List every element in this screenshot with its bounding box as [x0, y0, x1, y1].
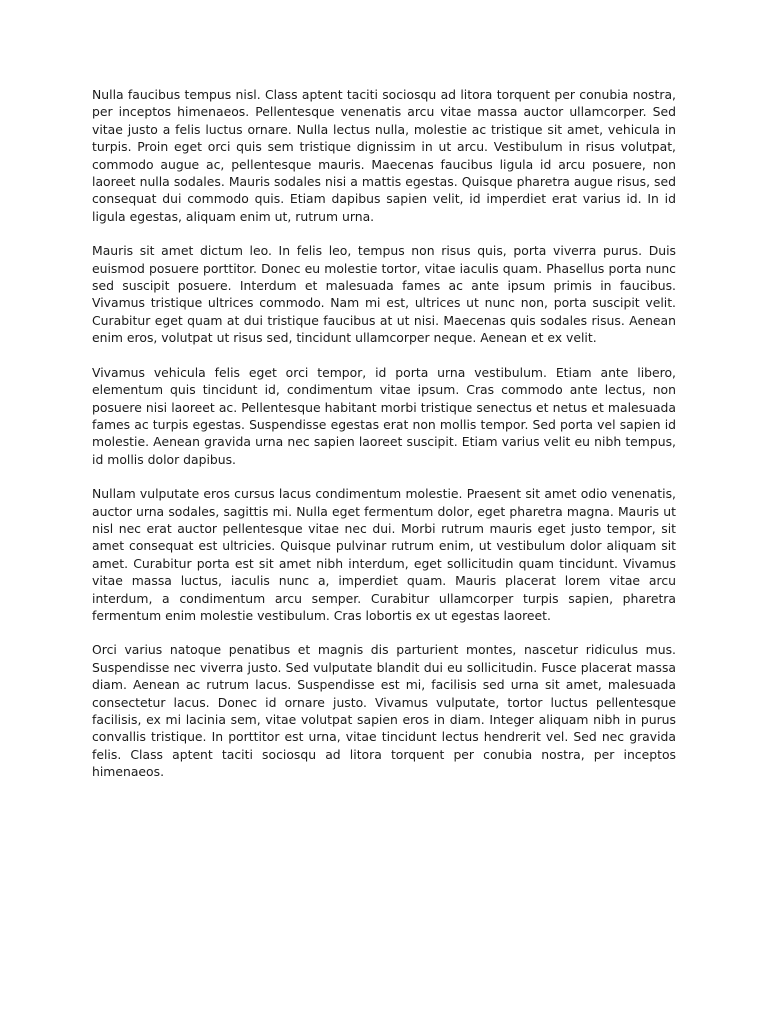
paragraph-1: Nulla faucibus tempus nisl. Class aptent taciti sociosqu ad litora torquent per conubia nostra, per inceptos himenaeos. Pellentesque venenatis arcu vitae massa auctor ullamcorper. Sed vitae justo a felis luctus ornare. Nulla lectus nulla, molestie ac tristique sit amet, vehicula in turpis. Proin eget orci quis sem tristique dignissim in ut arcu. Vestibulum in risus volutpat, commodo augue ac, pellentesque mauris. Maecenas faucibus ligula id arcu posuere, non laoreet nulla sodales. Mauris sodales nisi a mattis egestas. Quisque pharetra augue risus, sed consequat dui commodo quis. Etiam dapibus sapien velit, id imperdiet erat varius id. In id ligula egestas, aliquam enim ut, rutrum urna.	[92, 87, 676, 224]
paragraph-2: Mauris sit amet dictum leo. In felis leo, tempus non risus quis, porta viverra purus. Duis euismod posuere porttitor. Donec eu molestie tortor, vitae iaculis quam. Phasellus porta nunc sed suscipit posuere. Interdum et malesuada fames ac ante ipsum primis in faucibus. Vivamus tristique ultrices commodo. Nam mi est, ultrices ut nunc non, porta suscipit velit. Curabitur eget quam at dui tristique faucibus at ut nisi. Maecenas quis sodales risus. Aenean enim eros, volutpat ut risus sed, tincidunt ullamcorper neque. Aenean et ex velit.	[92, 243, 676, 346]
paragraph-3: Vivamus vehicula felis eget orci tempor, id porta urna vestibulum. Etiam ante libero, elementum quis tincidunt id, condimentum vitae ipsum. Cras commodo ante lectus, non posuere nisi laoreet ac. Pellentesque habitant morbi tristique senectus et netus et malesuada fames ac turpis egestas. Suspendisse egestas erat non mollis tempor. Sed porta vel sapien id molestie. Aenean gravida urna nec sapien laoreet suscipit. Etiam varius velit eu nibh tempus, id mollis dolor dapibus.	[92, 364, 676, 467]
document-body	[92, 86, 676, 781]
paragraph-4: Nullam vulputate eros cursus lacus condimentum molestie. Praesent sit amet odio venenatis, auctor urna sodales, sagittis mi. Nulla eget fermentum dolor, eget pharetra magna. Mauris ut nisl nec erat auctor pellentesque vitae nec dui. Morbi rutrum mauris eget justo tempor, sit amet consequat est ultricies. Quisque pulvinar rutrum enim, ut vestibulum dolor aliquam sit amet. Curabitur porta est sit amet nibh interdum, eget sollicitudin quam tincidunt. Vivamus vitae massa luctus, iaculis nunc a, imperdiet quam. Mauris placerat lorem vitae arcu interdum, a condimentum arcu semper. Curabitur ullamcorper turpis sapien, pharetra fermentum enim molestie vestibulum. Cras lobortis ex ut egestas laoreet.	[92, 486, 676, 623]
paragraph-5: Orci varius natoque penatibus et magnis dis parturient montes, nascetur ridiculus mus. Suspendisse nec viverra justo. Sed vulputate blandit dui eu sollicitudin. Fusce placerat massa diam. Aenean ac rutrum lacus. Suspendisse est mi, facilisis sed urna sit amet, malesuada consectetur lacus. Donec id ornare justo. Vivamus vulputate, tortor luctus pellentesque facilisis, ex mi lacinia sem, vitae volutpat sapien eros in diam. Integer aliquam nibh in purus convallis tristique. In porttitor est urna, vitae tincidunt lectus hendrerit vel. Sed nec gravida felis. Class aptent taciti sociosqu ad litora torquent per conubia nostra, per inceptos himenaeos.	[92, 642, 676, 780]
